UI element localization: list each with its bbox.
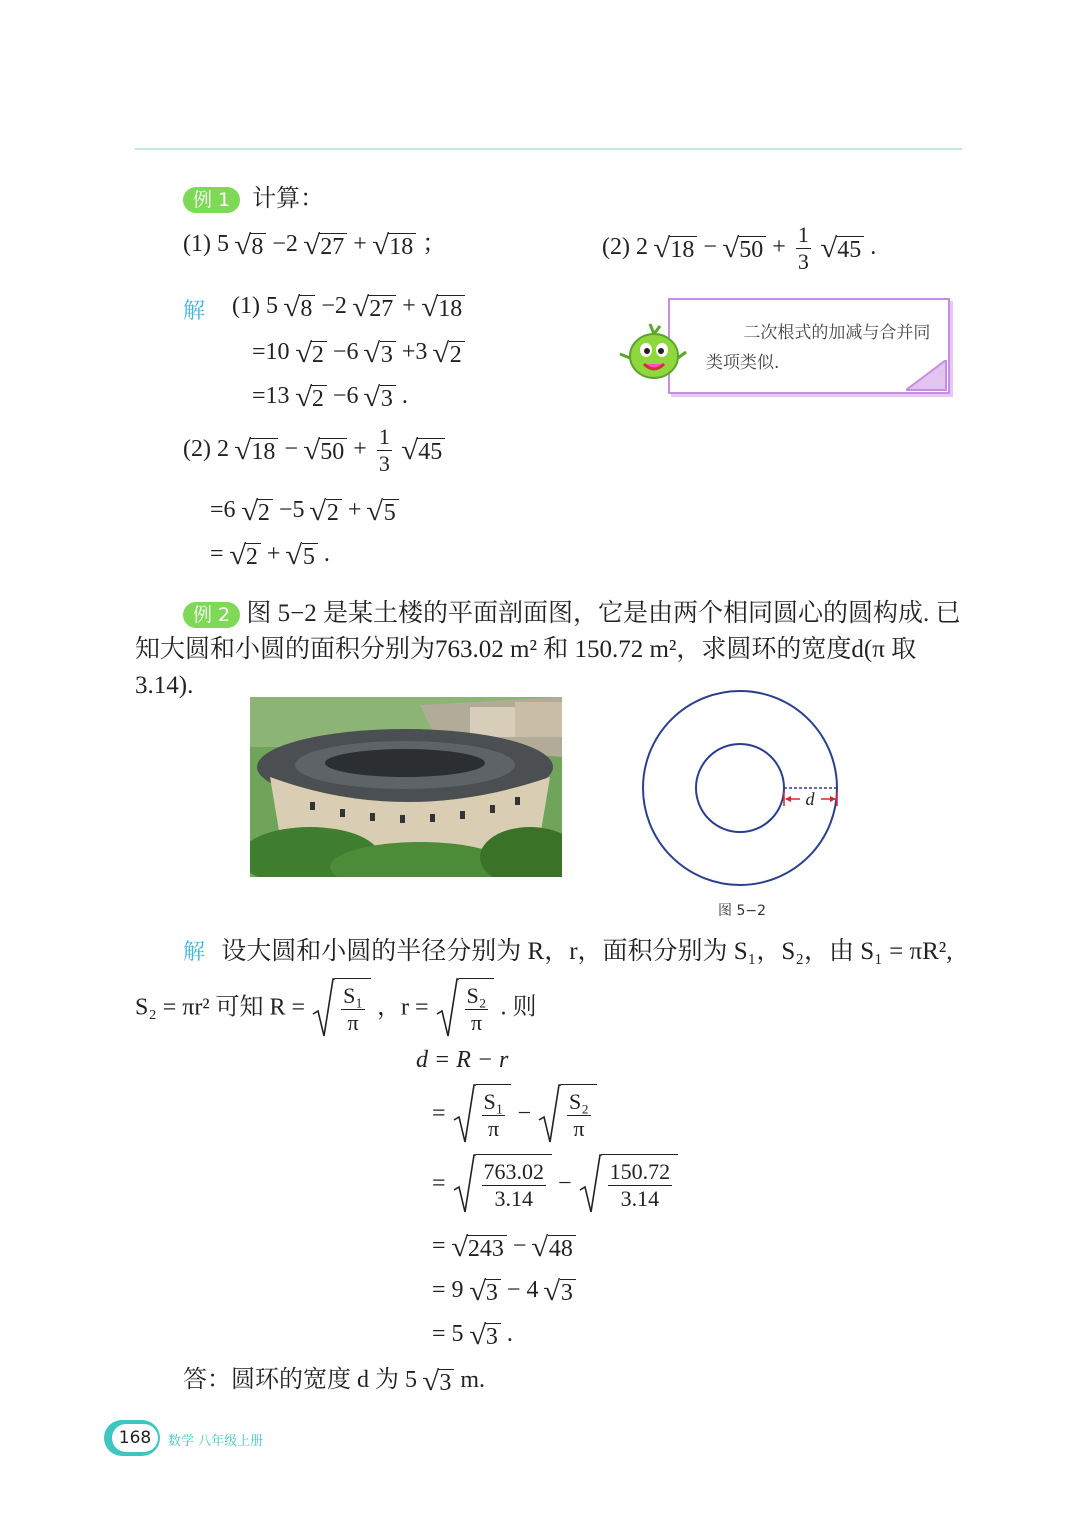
eq-step5: = 9 √ 3 − 4 √ 3: [432, 1274, 576, 1306]
solution2-line1: 解 设大圆和小圆的半径分别为 R，r，面积分别为 S₁，S₂，由 S₁ = πR²,: [183, 938, 953, 965]
eq-step3: = $\frac{763.02}{3.14}$ − $\frac{150.72}{3.14}$: [432, 1154, 678, 1216]
answer: 答：圆环的宽度 d 为 5 √ 3 m.: [183, 1366, 486, 1397]
example2-text: 例 2 图 5−2 是某土楼的平面剖面图，它是由两个相同圆心的圆构成. 已 知大圆和小圆的面积分别为763.02 m² 和 150.72 m²，求圆环的宽度d(π 取 3.14).: [135, 600, 961, 699]
sqrt: √ 50: [723, 235, 766, 263]
solution1-line4: (2) 2 √ 18 − √ 50 + $\frac{1}{3}$ √ 45: [183, 424, 445, 477]
sqrt: √ 18: [654, 235, 697, 263]
example-badge: 例 1: [183, 187, 240, 213]
sqrt: √ 18: [373, 232, 416, 260]
book-title: 数学 八年级上册: [168, 1434, 264, 1449]
example1-part1: (1) 5 √ 8 −2 √ 27 + √ 18 ；: [183, 230, 447, 261]
example1-heading: [183, 178, 324, 213]
sqrt: √ 8: [235, 232, 266, 260]
solution1-line6: = √ 2 + √ 5 .: [210, 540, 330, 571]
solution1-line1: (1) 5 √ 8 −2 √ 27 + √ 18: [232, 290, 465, 322]
solution2-line2: S₂ = πr² 可知 R = $\frac{\text{S₁}}{\pi}$ ，r = $\frac{\text{S₂}}{\pi}$ . 则: [135, 978, 536, 1040]
solution1-line2: =10 √ 2 −6 √ 3 +3 √ 2: [252, 336, 465, 368]
eq-step4: = √ 243 − √ 48: [432, 1230, 576, 1262]
solution-label: 解: [183, 940, 206, 965]
solution-label: 解: [183, 299, 206, 324]
outer-circle: [643, 691, 837, 885]
tip-text: 二次根式的加减与合并同类项类似.: [706, 323, 931, 373]
header-rule: [135, 148, 962, 150]
example-badge: 例 2: [183, 602, 240, 628]
solution1-line5: =6 √ 2 −5 √ 2 + √ 5: [210, 494, 399, 526]
tulou-photo: [250, 697, 562, 877]
eq-step2: = $\frac{\text{S₁}}{\pi}$ − $\frac{\text{S₂}}{\pi}$: [432, 1084, 597, 1146]
solution1-line3: =13 √ 2 −6 √ 3 .: [252, 382, 408, 413]
annulus-figure: [640, 688, 840, 888]
eq-step6: = 5 √ 3 .: [432, 1320, 513, 1351]
mascot-icon: [618, 318, 688, 384]
label-d: d: [805, 789, 815, 809]
example1-part2: (2) 2 √ 18 − √ 50 + $\frac{1}{3}$ √ 45 .: [602, 222, 877, 274]
sqrt: √ 45: [821, 235, 864, 263]
example-title: 计算：: [252, 186, 325, 212]
inner-circle: [696, 744, 784, 832]
eq-d: d = R − r: [416, 1047, 509, 1073]
fraction: $\frac{1}{3}$: [797, 222, 809, 274]
figure-caption: 图 5−2: [718, 903, 766, 919]
sqrt: √ 27: [304, 232, 347, 260]
page-number: 168: [112, 1424, 158, 1452]
